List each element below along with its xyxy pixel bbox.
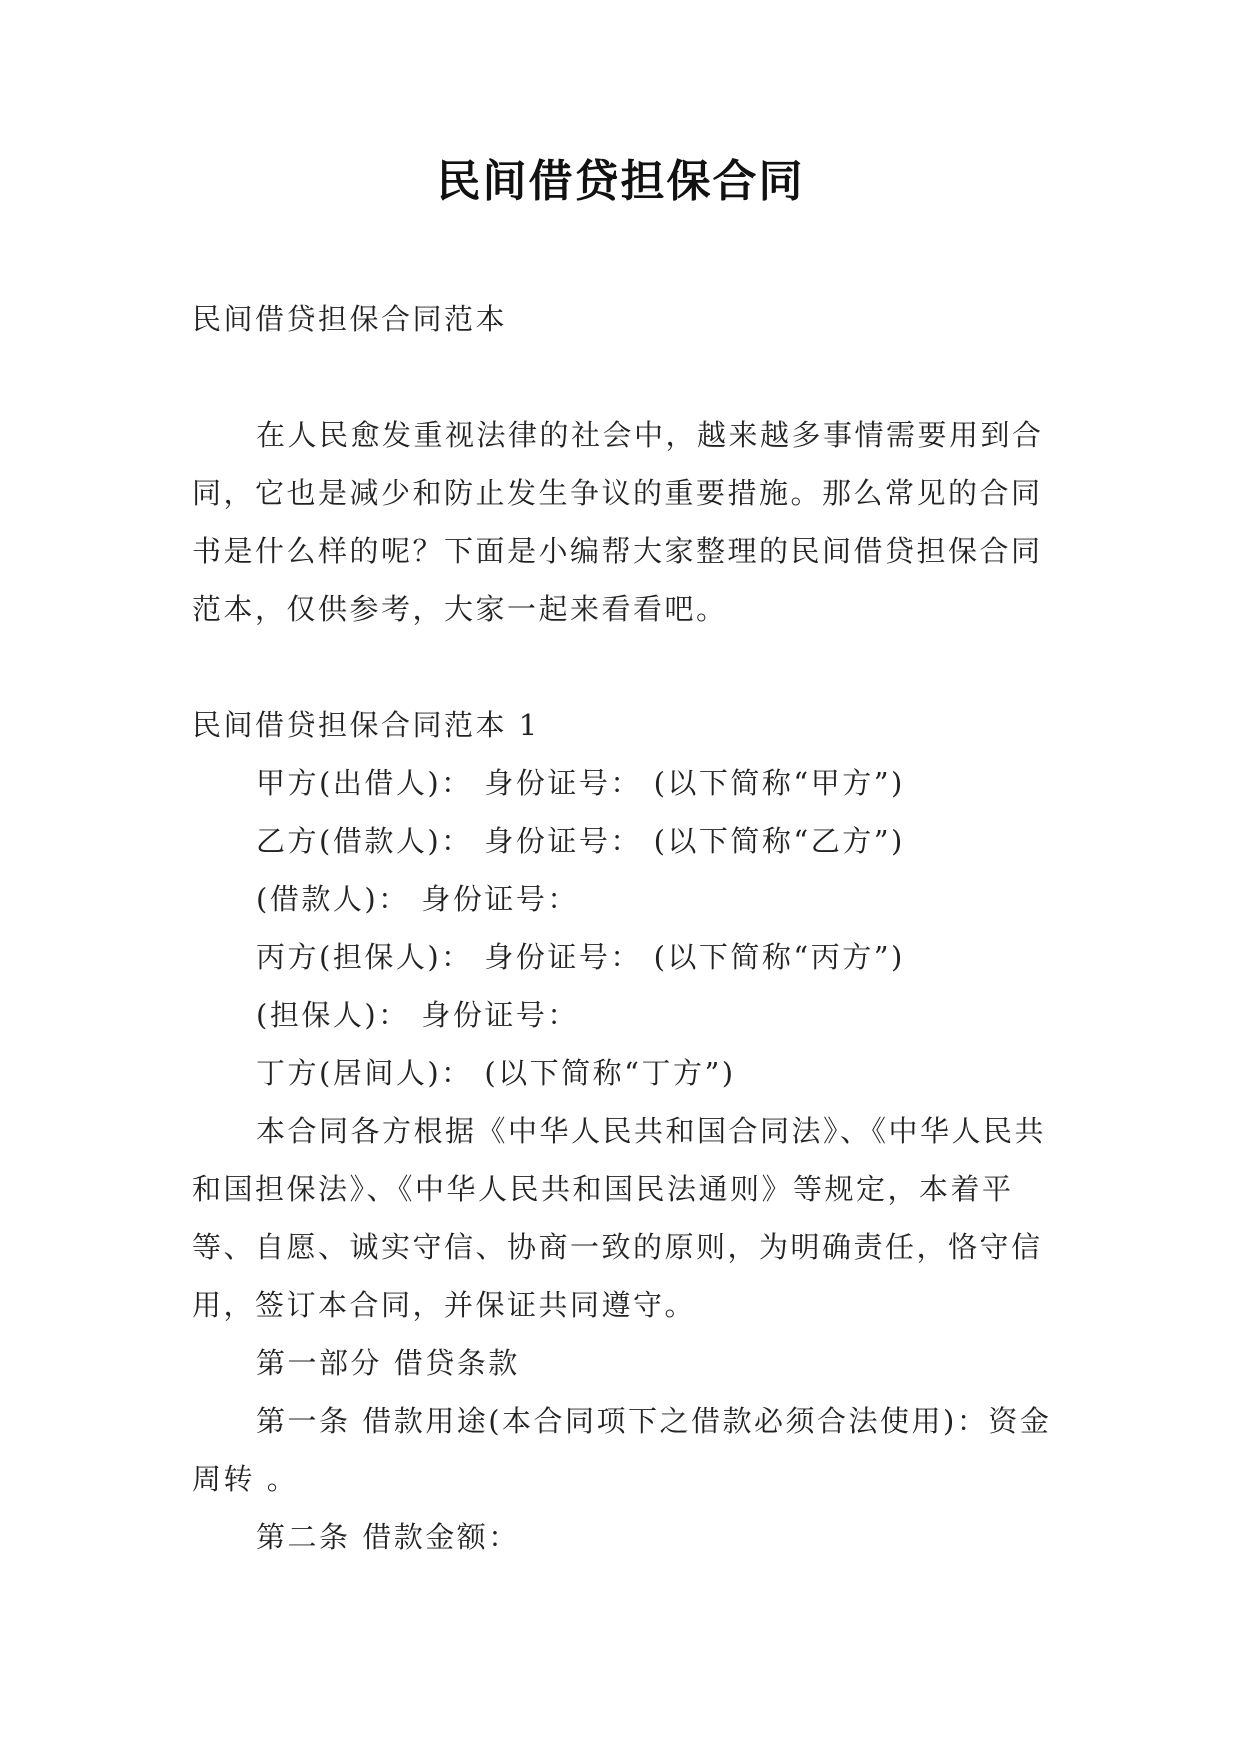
party-line: (担保人)： 身份证号： — [256, 998, 579, 1032]
preamble-paragraph: 本合同各方根据《中华人民共和国合同法》、《中华人民共和国担保法》、《中华人民共和国民法通则》等规定，本着平等、自愿、诚实守信、协商一致的原则，为明确责任，恪守信用，签订本合同，并保证共同遵守。 — [192, 1114, 1047, 1322]
spacer — [192, 348, 1052, 406]
article-one: 第一条 借款用途(本合同项下之借款必须合法使用)：资金周转 。 — [192, 1404, 1052, 1496]
article-two: 第二条 借款金额： — [256, 1520, 520, 1554]
document-body — [192, 290, 1052, 1566]
document-title: 民间借贷担保合同 — [436, 156, 805, 207]
party-line: (借款人)： 身份证号： — [256, 882, 579, 916]
spacer — [192, 638, 1052, 696]
intro-paragraph: 在人民愈发重视法律的社会中，越来越多事情需要用到合同，它也是减少和防止发生争议的重要措施。那么常见的合同书是什么样的呢？下面是小编帮大家整理的民间借贷担保合同范本，仅供参考，大家一起来看看吧。 — [192, 418, 1044, 626]
party-line: 丁方(居间人)： (以下简称“丁方”) — [256, 1056, 736, 1090]
party-line: 乙方(借款人)： 身份证号： (以下简称“乙方”) — [256, 824, 905, 858]
party-line: 甲方(出借人)： 身份证号： (以下简称“甲方”) — [256, 766, 905, 800]
part-heading: 第一部分 借贷条款 — [256, 1346, 520, 1380]
section-heading: 民间借贷担保合同范本 1 — [192, 708, 540, 742]
subtitle: 民间借贷担保合同范本 — [192, 302, 508, 336]
party-line: 丙方(担保人)： 身份证号： (以下简称“丙方”) — [256, 940, 905, 974]
